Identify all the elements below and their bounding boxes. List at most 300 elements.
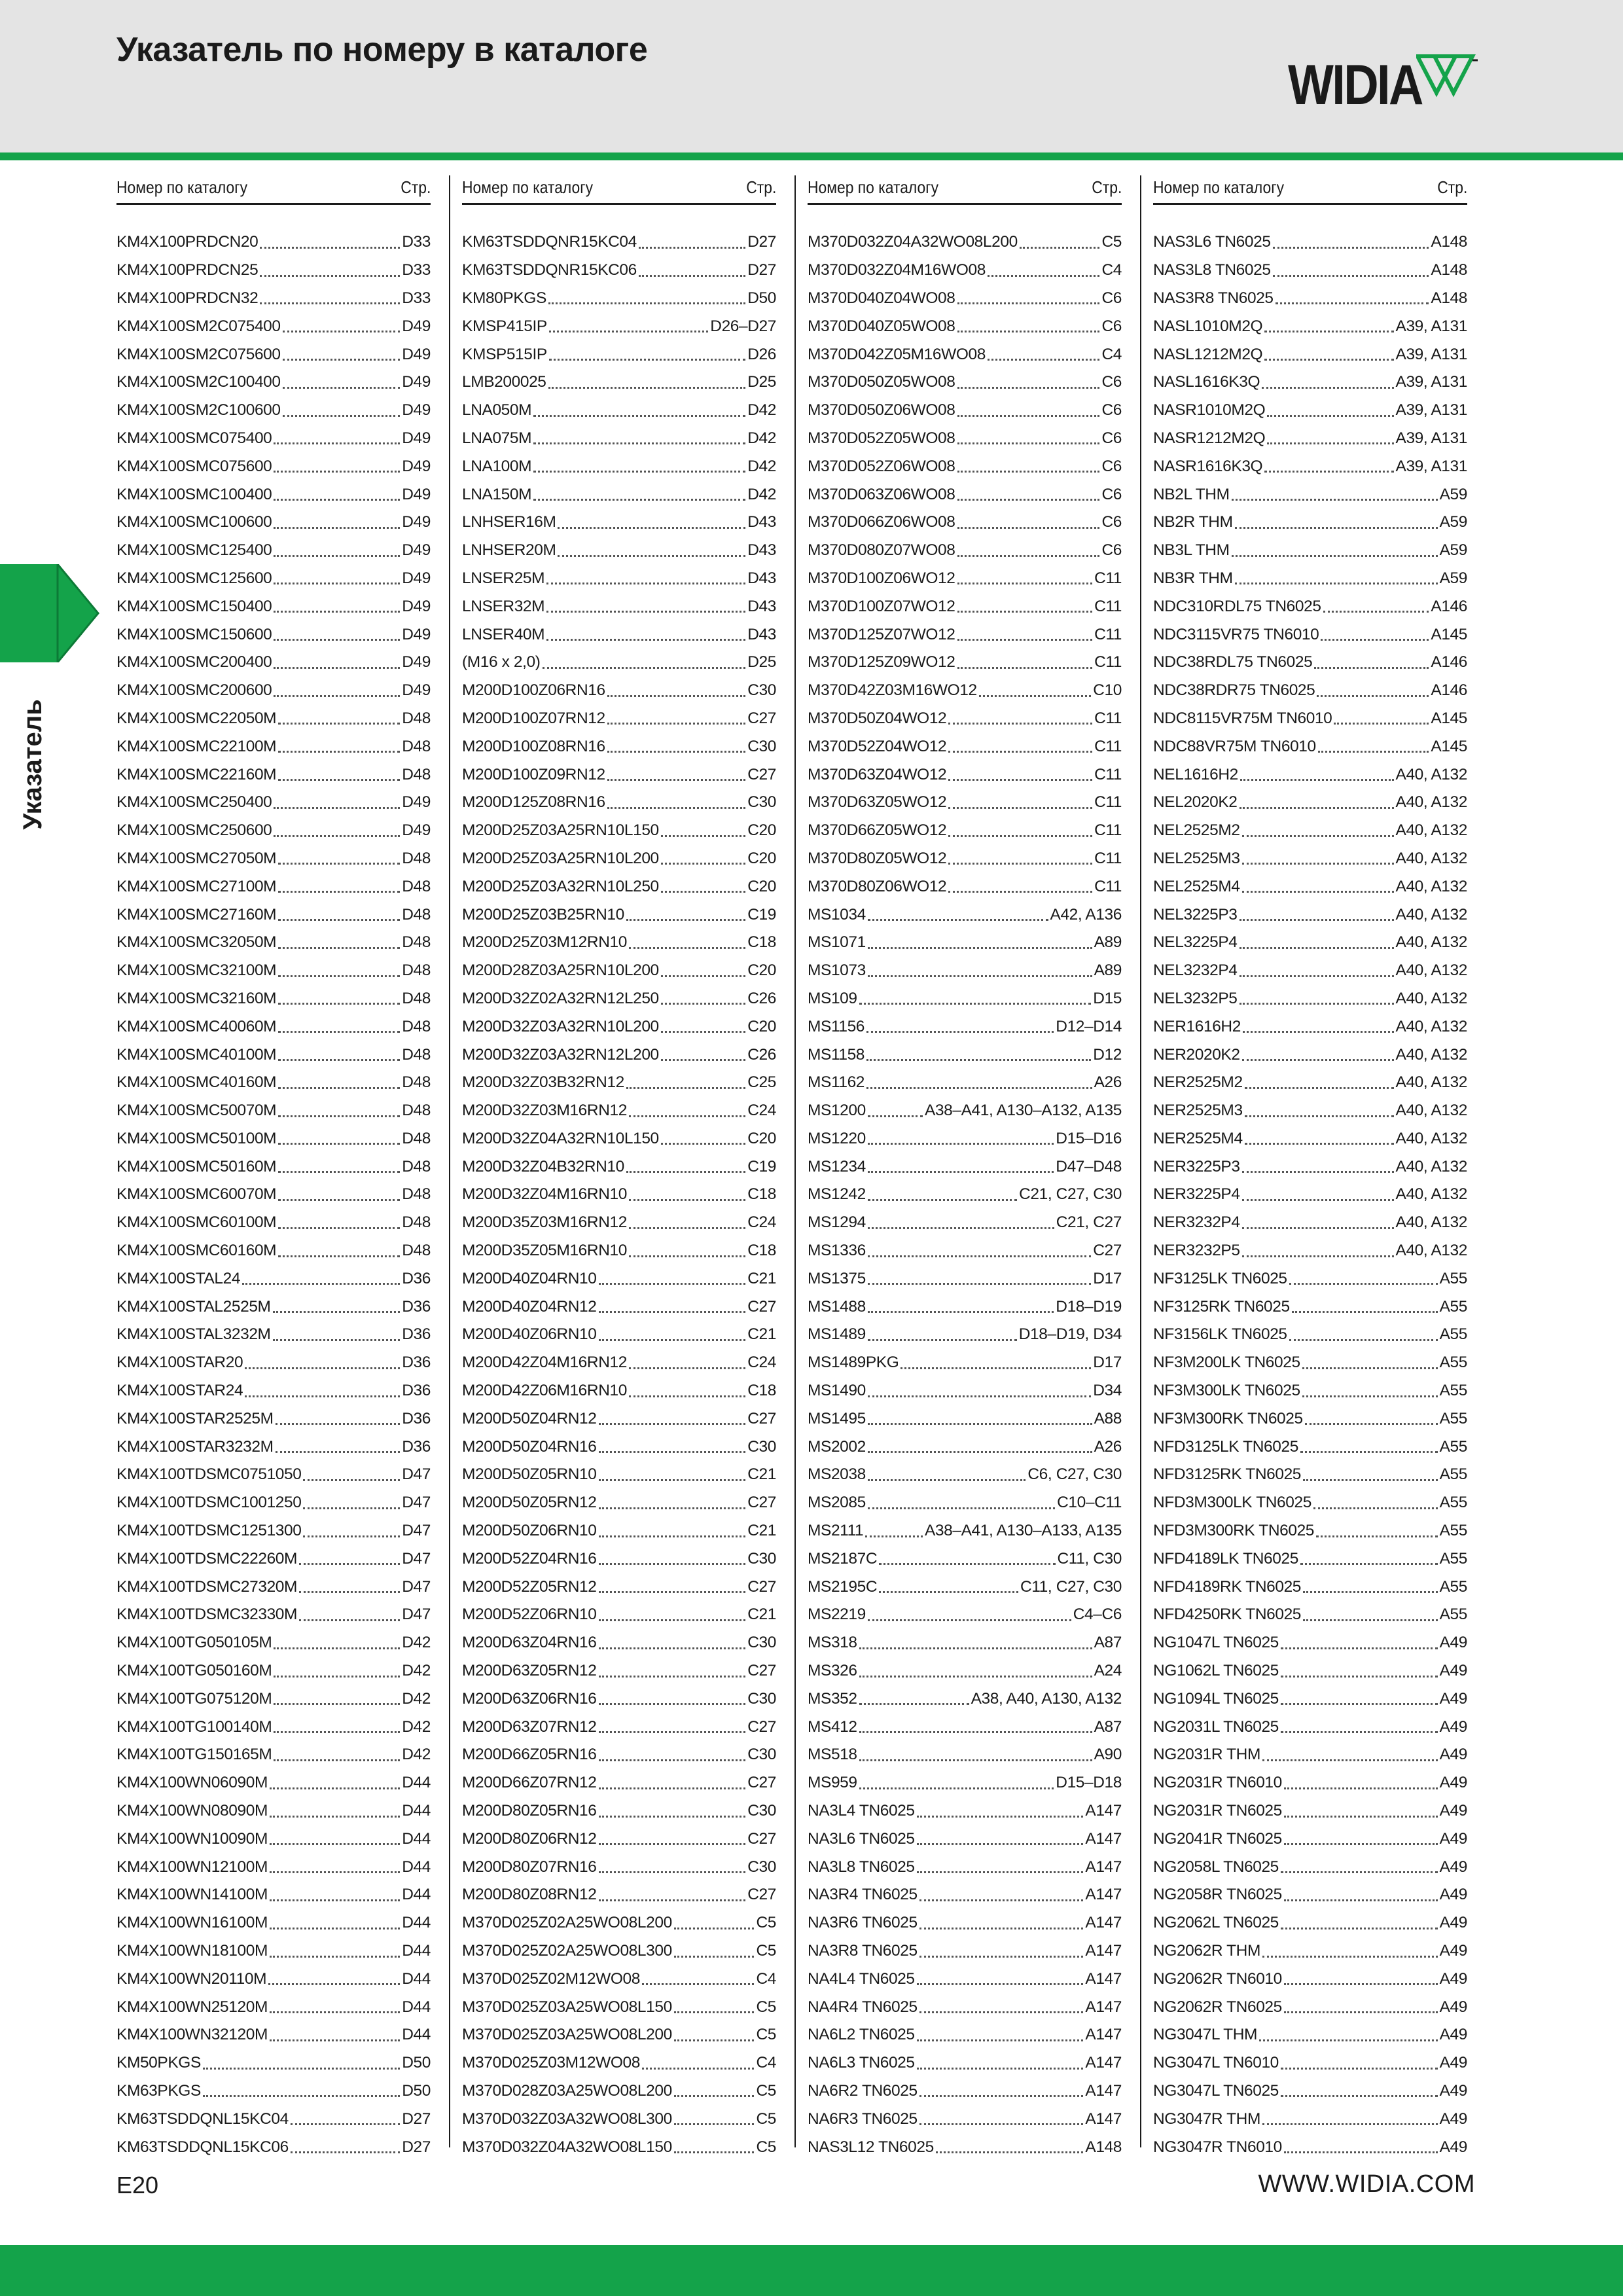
index-entry (1153, 1209, 1467, 1237)
catalog-number: MS1200 (808, 1102, 866, 1120)
page-reference: A38–A41, A130–A132, A135 (924, 1102, 1122, 1120)
dot-leader (278, 1250, 400, 1257)
index-entry (1153, 1797, 1467, 1825)
index-entry (462, 592, 776, 620)
index-entry (462, 1853, 776, 1881)
dot-leader (278, 1222, 400, 1229)
page-reference: A24 (1094, 1662, 1122, 1680)
catalog-number: MS1220 (808, 1129, 866, 1147)
page-reference: A147 (1085, 1857, 1122, 1876)
page-reference: D49 (402, 597, 431, 615)
catalog-number: NA3R8 TN6025 (808, 1942, 918, 1960)
dot-leader (599, 1474, 746, 1481)
catalog-number: M200D100Z09RN12 (462, 765, 605, 783)
page-reference: C11 (1094, 737, 1122, 755)
dot-leader (868, 1502, 1055, 1509)
index-entry (462, 1629, 776, 1657)
dot-leader (1284, 1810, 1438, 1818)
page-reference: A145 (1431, 737, 1467, 755)
dot-leader (879, 1558, 1055, 1565)
index-entry (116, 1321, 431, 1349)
page-reference: D48 (402, 1102, 431, 1120)
dot-leader (274, 465, 400, 473)
page-reference: C30 (747, 1746, 776, 1764)
dot-leader (868, 1614, 1071, 1621)
catalog-number: M370D52Z04WO12 (808, 737, 947, 755)
dot-leader (661, 997, 745, 1005)
index-entry (1153, 1825, 1467, 1853)
dot-leader (303, 1502, 400, 1509)
dot-leader (1334, 717, 1429, 725)
dot-leader (1245, 1138, 1394, 1145)
page-reference: C5 (1101, 233, 1122, 251)
page-reference: A26 (1094, 1073, 1122, 1092)
catalog-number: KM4X100STAR2525M (116, 1409, 274, 1427)
dot-leader (549, 353, 745, 361)
page-reference: C5 (756, 1942, 776, 1960)
catalog-number: M370D025Z03M12WO08 (462, 2054, 640, 2072)
page-reference: C6, C27, C30 (1027, 1465, 1122, 1484)
index-entry (462, 537, 776, 565)
index-entry-list (1153, 228, 1467, 2161)
dot-leader (1240, 942, 1394, 949)
page-reference: D50 (402, 2081, 431, 2100)
page-reference: A89 (1094, 961, 1122, 980)
dot-leader (274, 522, 400, 529)
page-reference: A39, A131 (1395, 429, 1467, 447)
dot-leader (948, 717, 1092, 725)
index-entry (808, 1797, 1122, 1825)
index-entry (808, 1601, 1122, 1629)
dot-leader (674, 1922, 755, 1929)
catalog-number: M370D032Z03A32WO08L300 (462, 2109, 672, 2128)
index-entry (116, 957, 431, 985)
catalog-number: KM80PKGS (462, 289, 546, 307)
index-entry (808, 2105, 1122, 2133)
index-entry (1153, 1713, 1467, 1741)
page-reference: C11 (1094, 625, 1122, 643)
index-entry (116, 1881, 431, 1909)
catalog-number: NEL3232P4 (1153, 961, 1238, 980)
index-entry (462, 1405, 776, 1433)
dot-leader (957, 605, 1093, 613)
dot-leader (274, 577, 400, 584)
page-reference: C6 (1101, 373, 1122, 391)
dot-leader (1281, 1726, 1438, 1733)
dot-leader (988, 353, 1100, 361)
dot-leader (868, 1474, 1026, 1481)
page-reference: C21 (747, 1269, 776, 1287)
catalog-number: KM4X100TG050105M (116, 1634, 272, 1652)
catalog-number: M200D35Z05M16RN10 (462, 1242, 627, 1260)
catalog-number: M200D25Z03A32RN10L250 (462, 877, 659, 895)
dot-leader (303, 1474, 400, 1481)
index-entry (808, 285, 1122, 313)
dot-leader (868, 942, 1092, 949)
index-entry (808, 1433, 1122, 1461)
page-reference: A49 (1439, 1914, 1467, 1932)
page-reference: C30 (747, 1857, 776, 1876)
index-entry (1153, 1769, 1467, 1797)
index-entry (462, 565, 776, 593)
index-entry-list (808, 228, 1122, 2161)
index-entry (116, 901, 431, 929)
dot-leader (957, 410, 1100, 417)
catalog-number: NEL2525M2 (1153, 821, 1240, 840)
page-reference: A55 (1439, 1297, 1467, 1316)
dot-leader (1232, 493, 1438, 501)
page-reference: A49 (1439, 1802, 1467, 1820)
index-entry (116, 312, 431, 340)
index-entry (808, 1293, 1122, 1321)
dot-leader (270, 1782, 400, 1789)
dot-leader (629, 1110, 745, 1117)
catalog-number: NEL3225P4 (1153, 933, 1238, 952)
index-entry (1153, 2049, 1467, 2077)
page-reference: C4 (756, 1969, 776, 1988)
dot-leader (599, 1698, 746, 1705)
catalog-number: NASL1010M2Q (1153, 317, 1263, 335)
catalog-number: NEL3225P3 (1153, 905, 1238, 924)
catalog-number: MS1294 (808, 1213, 866, 1232)
index-entry (116, 705, 431, 733)
page-reference: A40, A132 (1395, 821, 1467, 840)
page-reference: D49 (402, 513, 431, 531)
dot-leader (948, 745, 1092, 753)
catalog-number: NG2031R TN6010 (1153, 1774, 1282, 1792)
catalog-number: NER3225P3 (1153, 1157, 1240, 1175)
page-reference: D48 (402, 933, 431, 952)
page-reference: A40, A132 (1395, 961, 1467, 980)
catalog-number: LNA050M (462, 401, 532, 420)
dot-leader (1284, 2006, 1438, 2013)
catalog-number: M370D100Z06WO12 (808, 569, 955, 587)
catalog-number: NDC38RDL75 TN6025 (1153, 653, 1313, 672)
catalog-number: LNA150M (462, 485, 532, 503)
index-entry (116, 817, 431, 845)
page-reference: D49 (402, 373, 431, 391)
page-reference: A49 (1439, 1662, 1467, 1680)
catalog-number: KM4X100TG050160M (116, 1662, 272, 1680)
index-entry (808, 1573, 1122, 1601)
dot-leader (1281, 1698, 1438, 1705)
index-column-1 (116, 171, 431, 2161)
index-entry (808, 1489, 1122, 1517)
dot-leader (607, 774, 746, 781)
page-reference: A40, A132 (1395, 1017, 1467, 1035)
index-entry (808, 1237, 1122, 1265)
catalog-number: MS1242 (808, 1185, 866, 1204)
catalog-number: NB2L THM (1153, 485, 1230, 503)
dot-leader (1264, 465, 1393, 473)
dot-leader (1284, 2146, 1438, 2153)
index-entry (116, 985, 431, 1013)
catalog-number: MS318 (808, 1634, 857, 1652)
catalog-number: KM4X100STAL3232M (116, 1325, 271, 1344)
catalog-number: NASR1616K3Q (1153, 457, 1263, 475)
index-entry (462, 732, 776, 761)
index-entry (116, 1405, 431, 1433)
dot-leader (273, 1334, 401, 1341)
dot-leader (274, 1642, 400, 1649)
dot-leader (1243, 1026, 1394, 1033)
index-entry (1153, 537, 1467, 565)
dot-leader (674, 2118, 755, 2125)
index-entry (1153, 1405, 1467, 1433)
catalog-number: KM4X100TG100140M (116, 1717, 272, 1736)
page-reference: D48 (402, 989, 431, 1007)
page-reference: D15–D16 (1056, 1129, 1122, 1147)
page-reference: C30 (747, 1634, 776, 1652)
page-reference: C30 (747, 1802, 776, 1820)
dot-leader (260, 270, 400, 277)
index-entry (116, 1853, 431, 1881)
page-reference: D44 (402, 1829, 431, 1848)
dot-leader (1321, 634, 1429, 641)
dot-leader (626, 1082, 745, 1089)
page-number: E20 (116, 2172, 159, 2198)
dot-leader (868, 1390, 1091, 1397)
dot-leader (1302, 1390, 1438, 1397)
catalog-number: MS109 (808, 989, 857, 1007)
page-reference: C21, C27 (1056, 1213, 1122, 1232)
index-entry (116, 1153, 431, 1181)
page-reference: A87 (1094, 1717, 1122, 1736)
catalog-number: M200D52Z05RN12 (462, 1577, 597, 1596)
page-reference: D47 (402, 1465, 431, 1484)
dot-leader (270, 1810, 400, 1818)
column-header-catalog-number: Номер по каталогу (462, 177, 594, 197)
page-reference: C6 (1101, 317, 1122, 335)
catalog-number: NG2062R TN6010 (1153, 1969, 1282, 1988)
column-header-page: Стр. (1436, 177, 1467, 197)
side-tab-label: Указатель (18, 699, 47, 830)
dot-leader (1262, 2118, 1438, 2125)
page-reference: D33 (402, 289, 431, 307)
page-reference: C21 (747, 1605, 776, 1624)
dot-leader (599, 1726, 746, 1733)
page-reference: D48 (402, 1157, 431, 1175)
dot-leader (1232, 550, 1438, 557)
index-entry (1153, 1937, 1467, 1965)
index-entry (116, 1937, 431, 1965)
catalog-number: KM4X100SMC250400 (116, 793, 272, 812)
catalog-number: M200D63Z06RN16 (462, 1689, 597, 1708)
index-entry (116, 228, 431, 257)
page-reference: C24 (747, 1354, 776, 1372)
index-entry (116, 1601, 431, 1629)
dot-leader (278, 886, 400, 893)
dot-leader (278, 997, 400, 1005)
index-entry (808, 397, 1122, 425)
index-entry (808, 1041, 1122, 1069)
index-entry (462, 789, 776, 817)
page-reference: D27 (402, 2138, 431, 2156)
page-reference: A40, A132 (1395, 877, 1467, 895)
catalog-number: M370D066Z06WO08 (808, 513, 955, 531)
catalog-number: MS1162 (808, 1073, 865, 1092)
dot-leader (548, 382, 746, 389)
index-entry (808, 817, 1122, 845)
index-entry (462, 705, 776, 733)
catalog-number: NDC38RDR75 TN6025 (1153, 681, 1315, 700)
index-entry (116, 1125, 431, 1153)
page-reference: C19 (747, 1157, 776, 1175)
dot-leader (260, 297, 400, 304)
catalog-number: M200D66Z07RN12 (462, 1774, 597, 1792)
index-entry (116, 1181, 431, 1209)
dot-leader (1240, 914, 1394, 921)
page-reference: C20 (747, 877, 776, 895)
page-reference: A49 (1439, 2054, 1467, 2072)
dot-leader (278, 1054, 400, 1061)
catalog-number: KM4X100SMC125600 (116, 569, 272, 587)
page-reference: A40, A132 (1395, 933, 1467, 952)
catalog-number: MS2038 (808, 1465, 866, 1484)
catalog-number: NEL3232P5 (1153, 989, 1238, 1007)
catalog-number: M200D50Z04RN12 (462, 1409, 597, 1427)
dot-leader (599, 1670, 746, 1677)
catalog-number: M370D100Z07WO12 (808, 597, 955, 615)
dot-leader (642, 1978, 755, 1985)
index-entry (116, 1377, 431, 1405)
index-entry (808, 368, 1122, 397)
page-reference: D44 (402, 1802, 431, 1820)
page-reference: D42 (747, 457, 776, 475)
page-reference: A39, A131 (1395, 345, 1467, 363)
dot-leader (1284, 1838, 1438, 1845)
index-entry (116, 592, 431, 620)
dot-leader (948, 886, 1092, 893)
page-reference: A55 (1439, 1269, 1467, 1287)
catalog-number: KMSP415IP (462, 317, 547, 335)
page-reference: D15–D18 (1056, 1774, 1122, 1792)
dot-leader (957, 382, 1100, 389)
catalog-number: NER3232P4 (1153, 1213, 1240, 1232)
index-entry (1153, 1881, 1467, 1909)
catalog-number: NFD3125RK TN6025 (1153, 1465, 1302, 1484)
page-reference: A49 (1439, 2138, 1467, 2156)
dot-leader (1240, 774, 1394, 781)
catalog-number: MS1375 (808, 1269, 866, 1287)
catalog-number: NASL1212M2Q (1153, 345, 1263, 363)
page-reference: A40, A132 (1395, 849, 1467, 867)
dot-leader (1318, 745, 1429, 753)
catalog-number: KM4X100SMC150400 (116, 597, 272, 615)
page-reference: C11 (1094, 793, 1122, 812)
page-reference: C6 (1101, 457, 1122, 475)
catalog-number: MS1488 (808, 1297, 866, 1316)
catalog-number: MS1489PKG (808, 1354, 899, 1372)
page-reference: C30 (747, 1549, 776, 1568)
dot-leader (868, 1250, 1091, 1257)
page-reference: D49 (402, 625, 431, 643)
index-entry (462, 1237, 776, 1265)
page-reference: D44 (402, 1969, 431, 1988)
catalog-number: NAS3R8 TN6025 (1153, 289, 1274, 307)
dot-leader (988, 270, 1100, 277)
page-reference: D18–D19 (1056, 1297, 1122, 1316)
dot-leader (607, 802, 746, 809)
page-reference: A40, A132 (1395, 989, 1467, 1007)
index-entry (1153, 2133, 1467, 2161)
index-entry (116, 1461, 431, 1489)
page-reference: D42 (747, 485, 776, 503)
dot-leader (274, 1726, 400, 1733)
catalog-number: KM4X100SMC27050M (116, 849, 277, 867)
page-reference: A42, A136 (1050, 905, 1122, 924)
dot-leader (957, 550, 1100, 557)
catalog-number: KM4X100TG150165M (116, 1746, 272, 1764)
index-entry (1153, 677, 1467, 705)
index-entry (462, 1433, 776, 1461)
catalog-number: NER2020K2 (1153, 1045, 1240, 1064)
index-entry (808, 312, 1122, 340)
catalog-number: M200D100Z07RN12 (462, 709, 605, 727)
index-entry (462, 257, 776, 285)
index-entry (116, 1293, 431, 1321)
page-reference: D42 (402, 1717, 431, 1736)
catalog-number: M200D40Z04RN12 (462, 1297, 597, 1316)
page-reference: C30 (747, 1437, 776, 1456)
catalog-number: M370D63Z04WO12 (808, 765, 947, 783)
index-entry (462, 2049, 776, 2077)
page-reference: D34 (1093, 1382, 1122, 1400)
catalog-number: NER2525M2 (1153, 1073, 1243, 1092)
page-reference: A55 (1439, 1437, 1467, 1456)
catalog-number: MS1071 (808, 933, 866, 952)
dot-leader (278, 857, 400, 865)
catalog-number: M200D32Z03M16RN12 (462, 1102, 627, 1120)
dot-leader (533, 437, 745, 444)
catalog-number: NEL2525M4 (1153, 877, 1240, 895)
column-header-page: Стр. (1091, 177, 1122, 197)
index-entry (116, 2105, 431, 2133)
index-entry (116, 1685, 431, 1713)
dot-leader (283, 382, 401, 389)
page-reference: C27 (747, 1297, 776, 1316)
index-entry (1153, 789, 1467, 817)
page-reference: D44 (402, 2026, 431, 2044)
dot-leader (859, 1670, 1092, 1677)
dot-leader (1242, 1194, 1394, 1201)
catalog-number: KM4X100WN08090M (116, 1802, 268, 1820)
page-reference: C27 (747, 1494, 776, 1512)
widia-logo (1288, 52, 1478, 118)
dot-leader (1303, 1474, 1438, 1481)
catalog-number: NF3M200LK TN6025 (1153, 1354, 1300, 1372)
page-reference: D48 (402, 1073, 431, 1092)
dot-leader (859, 997, 1092, 1005)
page-reference: C19 (747, 905, 776, 924)
dot-leader (674, 2090, 755, 2097)
page-reference: C11 (1094, 569, 1122, 587)
catalog-number: MS412 (808, 1717, 857, 1736)
index-entry (808, 537, 1122, 565)
index-entry (1153, 1069, 1467, 1097)
dot-leader (919, 1922, 1084, 1929)
dot-leader (639, 242, 745, 249)
catalog-number: M370D63Z05WO12 (808, 793, 947, 812)
page-reference: D49 (402, 345, 431, 363)
dot-leader (642, 2062, 755, 2070)
dot-leader (533, 493, 745, 501)
page-reference: D36 (402, 1437, 431, 1456)
catalog-number: M200D25Z03B25RN10 (462, 905, 624, 924)
catalog-number: NG3047R THM (1153, 2109, 1260, 2128)
dot-leader (674, 1950, 755, 1958)
page-reference: C6 (1101, 429, 1122, 447)
